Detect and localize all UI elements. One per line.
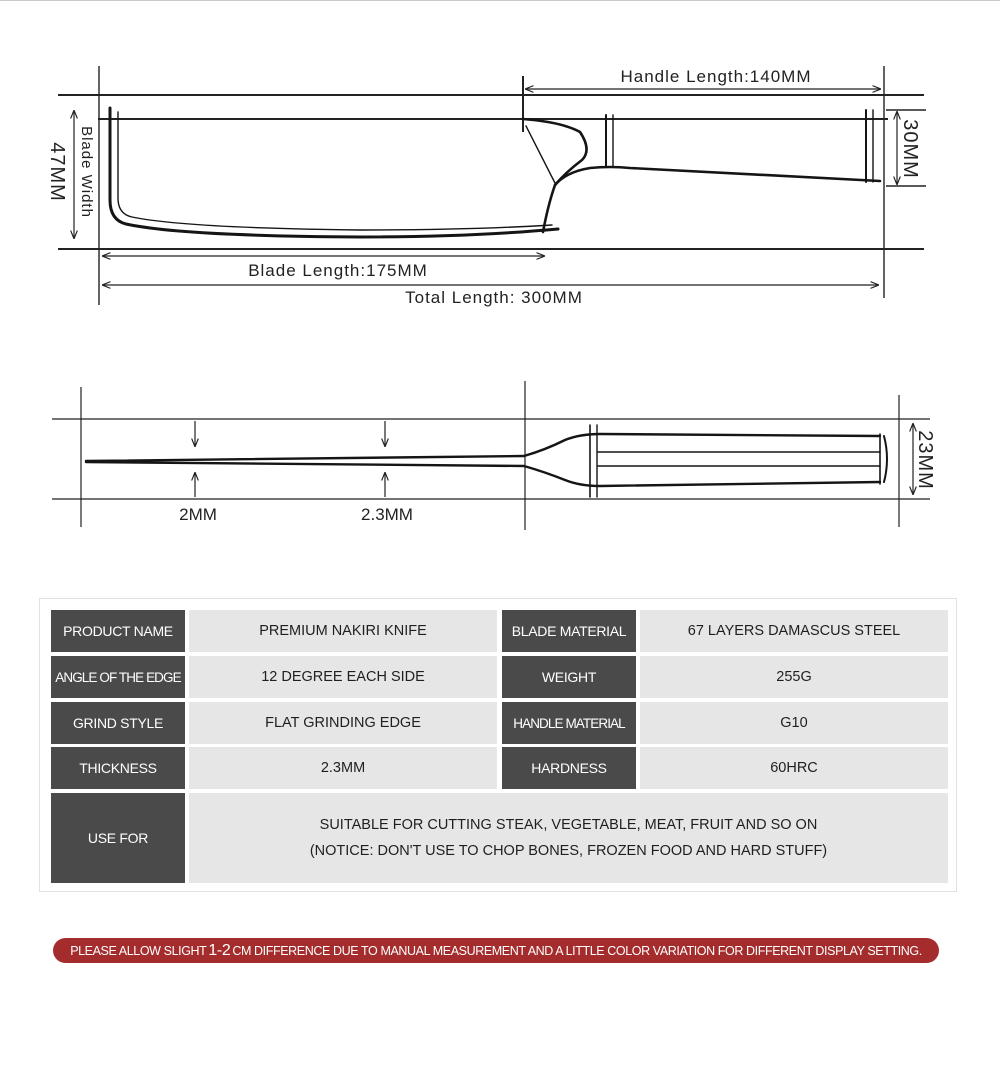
spec-value: G10	[640, 702, 948, 744]
knife-top-outline	[86, 425, 887, 497]
knife-side-view-diagram	[0, 0, 1000, 320]
spec-label: HARDNESS	[502, 747, 636, 789]
spec-label: HANDLE MATERIAL	[502, 702, 636, 744]
knife-side-outline	[110, 108, 880, 237]
spec-label: ANGLE OF THE EDGE	[51, 656, 185, 698]
handle-width-label: 30MM	[899, 119, 921, 179]
spine-thickness-label: 2.3MM	[361, 505, 413, 524]
handle-thickness-label: 23MM	[914, 430, 936, 490]
use-for-line: SUITABLE FOR CUTTING STEAK, VEGETABLE, MEAT, FRUIT AND SO ON	[319, 817, 818, 833]
blade-width-label: Blade Width	[78, 126, 95, 218]
notice-text-after: CM DIFFERENCE DUE TO MANUAL MEASUREMENT AND A LITTLE COLOR VARIATION FOR DIFFERENT DISPLAY SETTING.	[232, 943, 922, 958]
spec-label: BLADE MATERIAL	[502, 610, 636, 652]
measurement-notice-banner	[53, 938, 939, 963]
blade-width-value-label: 47MM	[46, 142, 68, 202]
tip-thickness-label: 2MM	[179, 505, 217, 524]
specification-table	[39, 598, 957, 892]
spec-value: 12 DEGREE EACH SIDE	[189, 656, 497, 698]
spec-value: PREMIUM NAKIRI KNIFE	[189, 610, 497, 652]
use-for-label: USE FOR	[51, 793, 185, 883]
handle-length-label: Handle Length:140MM	[620, 67, 812, 86]
spec-label: WEIGHT	[502, 656, 636, 698]
spec-value: 2.3MM	[189, 747, 497, 789]
notice-range: 1-2	[208, 941, 231, 959]
spec-label: PRODUCT NAME	[51, 610, 185, 652]
notice-text-before: PLEASE ALLOW SLIGHT	[70, 943, 207, 958]
use-for-value	[189, 793, 948, 883]
spec-label: THICKNESS	[51, 747, 185, 789]
total-length-label: Total Length: 300MM	[405, 288, 583, 307]
spec-value: 67 LAYERS DAMASCUS STEEL	[640, 610, 948, 652]
knife-thickness-diagram	[0, 370, 1000, 550]
blade-length-label: Blade Length:175MM	[248, 261, 428, 280]
spec-value: 255G	[640, 656, 948, 698]
spec-value: FLAT GRINDING EDGE	[189, 702, 497, 744]
spec-value: 60HRC	[640, 747, 948, 789]
spec-label: GRIND STYLE	[51, 702, 185, 744]
use-for-notice-line: (NOTICE: DON'T USE TO CHOP BONES, FROZEN FOOD AND HARD STUFF)	[309, 843, 828, 859]
